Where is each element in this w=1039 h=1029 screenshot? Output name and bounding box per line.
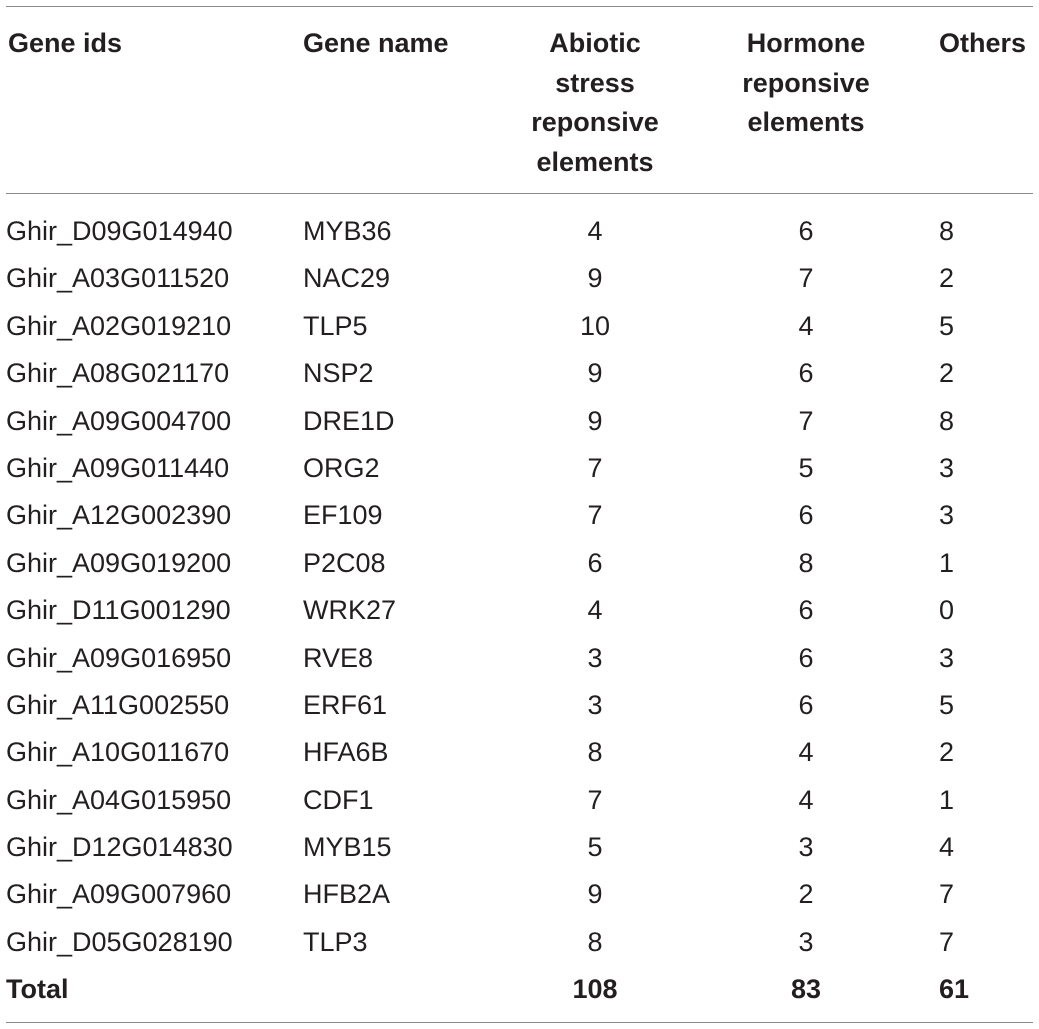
cell-abiotic: 3 [587,642,603,673]
table-row [0,587,1039,634]
cell-hormone: 3 [798,926,814,957]
total-others: 61 [939,974,970,1005]
cell-others: 3 [939,452,955,483]
table-body [0,208,1039,1014]
cell-others: 5 [939,310,955,341]
cell-gene-name: WRK27 [303,595,397,626]
cell-hormone: 6 [798,689,814,720]
total-row [0,966,1039,1013]
cell-abiotic: 7 [587,452,603,483]
table-row [0,398,1039,445]
cell-gene-name: HFA6B [303,737,389,768]
cell-hormone: 2 [798,879,814,910]
table-row [0,303,1039,350]
cell-gene-id: Ghir_A04G015950 [6,784,232,815]
cell-gene-id: Ghir_A08G021170 [6,358,230,389]
cell-gene-id: Ghir_A11G002550 [6,689,230,720]
bottom-rule [6,1022,1033,1023]
cell-gene-id: Ghir_A02G019210 [6,310,232,341]
cell-gene-id: Ghir_A03G011520 [6,263,230,294]
total-label: Total [6,974,69,1005]
header-abiotic-line: elements [536,146,654,177]
cell-others: 7 [939,926,955,957]
cell-hormone: 6 [798,595,814,626]
total-hormone: 83 [790,974,822,1005]
cell-others: 7 [939,879,955,910]
header-hormone-line: Hormone [746,28,866,58]
header-gene-ids: Gene ids [8,28,123,58]
cell-abiotic: 6 [587,547,603,578]
cell-hormone: 3 [798,832,814,863]
table-row [0,540,1039,587]
table-row [0,729,1039,776]
cell-hormone: 4 [798,784,814,815]
table-row [0,777,1039,824]
cell-gene-id: Ghir_A09G011440 [6,452,230,483]
cell-others: 8 [939,216,955,246]
cell-hormone: 8 [798,547,814,578]
cell-gene-name: DRE1D [303,405,395,436]
cell-abiotic: 8 [587,926,603,957]
header-abiotic [520,24,670,182]
table-row [0,824,1039,871]
cell-hormone: 4 [798,737,814,768]
cell-abiotic: 7 [587,500,603,531]
cell-others: 2 [939,263,955,294]
cell-gene-name: ERF61 [303,689,388,720]
cell-others: 8 [939,405,955,436]
cell-abiotic: 5 [587,832,603,863]
cell-hormone: 6 [798,642,814,673]
header-hormone-line: reponsive [742,67,870,98]
cell-gene-name: NSP2 [303,358,374,389]
cell-gene-name: MYB36 [303,216,392,246]
top-rule [6,6,1033,7]
cell-hormone: 5 [798,452,814,483]
cell-others: 1 [939,547,955,578]
cell-abiotic: 10 [579,310,611,341]
header-others: Others [939,28,1027,58]
cell-others: 4 [939,832,955,863]
cell-gene-name: MYB15 [303,832,392,863]
cell-others: 2 [939,358,955,389]
header-gene-name: Gene name [303,28,449,58]
total-abiotic: 108 [572,974,618,1005]
cell-gene-name: NAC29 [303,263,391,294]
table-row [0,871,1039,918]
cell-others: 3 [939,642,955,673]
cell-abiotic: 3 [587,689,603,720]
cell-hormone: 6 [798,216,814,246]
cell-gene-name: P2C08 [303,547,386,578]
table-row [0,635,1039,682]
table-row [0,350,1039,397]
cell-hormone: 6 [798,358,814,389]
cell-gene-id: Ghir_A09G016950 [6,642,232,673]
table-row [0,255,1039,302]
cell-abiotic: 9 [587,263,603,294]
cell-others: 5 [939,689,955,720]
cell-gene-name: EF109 [303,500,383,531]
header-abiotic-line: stress [555,67,635,98]
cell-gene-name: ORG2 [303,452,380,483]
cell-gene-id: Ghir_D12G014830 [6,832,233,863]
cell-gene-id: Ghir_A09G004700 [6,405,232,436]
cell-gene-id: Ghir_D05G028190 [6,926,233,957]
header-abiotic-line: Abiotic [549,28,641,58]
cell-gene-id: Ghir_D11G001290 [6,595,231,626]
table-row [0,208,1039,255]
cell-abiotic: 4 [587,595,603,626]
cell-abiotic: 9 [587,358,603,389]
header-hormone-line: elements [747,107,865,137]
cell-hormone: 7 [798,263,814,294]
cell-abiotic: 9 [587,405,603,436]
cell-hormone: 7 [798,405,814,436]
cell-gene-name: HFB2A [303,879,391,910]
cell-gene-name: TLP3 [303,926,368,957]
cell-gene-name: TLP5 [303,310,368,341]
cell-abiotic: 9 [587,879,603,910]
cell-others: 3 [939,500,955,531]
cell-gene-id: Ghir_A12G002390 [6,500,232,531]
table-row [0,492,1039,539]
cell-gene-id: Ghir_D09G014940 [6,216,233,246]
cell-hormone: 6 [798,500,814,531]
table-header [0,24,1039,184]
cell-gene-name: CDF1 [303,784,374,815]
header-rule [6,193,1033,194]
header-abiotic-line: reponsive [531,107,659,137]
cell-gene-name: RVE8 [303,642,374,673]
cell-hormone: 4 [798,310,814,341]
cell-others: 1 [939,784,955,815]
table-row [0,919,1039,966]
cell-abiotic: 4 [587,216,603,246]
cell-others: 0 [939,595,955,626]
header-hormone [726,24,886,143]
table-row [0,445,1039,492]
cell-gene-id: Ghir_A09G019200 [6,547,232,578]
cell-abiotic: 8 [587,737,603,768]
cell-others: 2 [939,737,955,768]
cell-gene-id: Ghir_A10G011670 [6,737,230,768]
cell-gene-id: Ghir_A09G007960 [6,879,232,910]
table-row [0,682,1039,729]
cell-abiotic: 7 [587,784,603,815]
